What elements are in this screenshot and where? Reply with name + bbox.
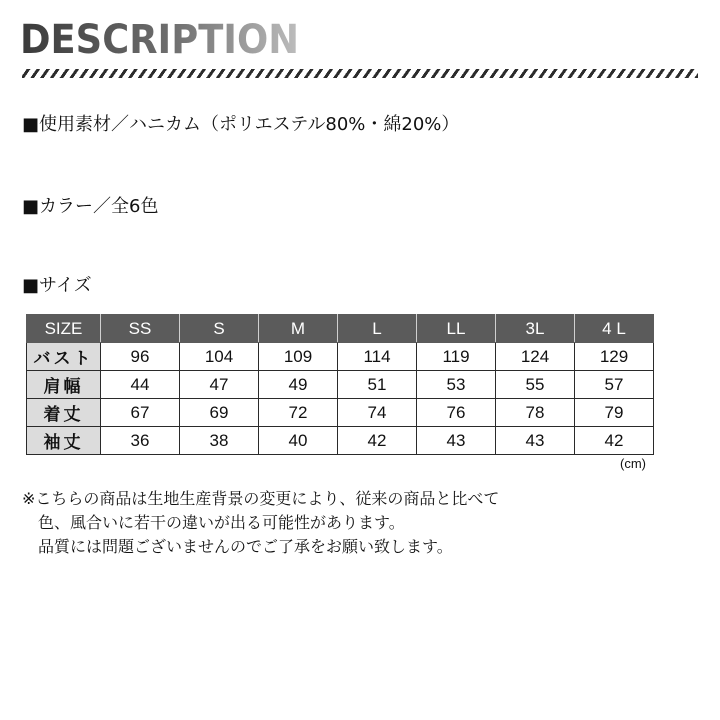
- table-cell: 42: [338, 427, 417, 455]
- table-cell: 76: [417, 399, 496, 427]
- table-cell: 36: [101, 427, 180, 455]
- table-cell: 129: [575, 343, 654, 371]
- table-cell: 72: [259, 399, 338, 427]
- table-cell: 96: [101, 343, 180, 371]
- note-line: 色、風合いに若干の違いが出る可能性があります。: [22, 513, 405, 532]
- table-row: [27, 427, 654, 455]
- spec-text: ■使用素材／ハニカム（ポリエステル80%・綿20%）: [22, 114, 460, 135]
- unit-label: (cm): [620, 456, 646, 471]
- striped-divider: [22, 69, 698, 78]
- note-line: 品質には問題ございませんのでご了承をお願い致します。: [22, 537, 453, 556]
- table-row: [27, 371, 654, 399]
- row-label: 肩幅: [27, 371, 101, 399]
- table-cell: 79: [575, 399, 654, 427]
- table-row: [27, 399, 654, 427]
- page-title: DESCRIPTION: [20, 17, 300, 63]
- table-cell: 67: [101, 399, 180, 427]
- table-cell: 78: [496, 399, 575, 427]
- size-header-cell: SIZE: [27, 315, 101, 343]
- row-label: バスト: [27, 343, 101, 371]
- size-header-cell: 3L: [496, 315, 575, 343]
- spec-text: ■サイズ: [22, 275, 92, 296]
- note-line: ※こちらの商品は生地生産背景の変更により、従来の商品と比べて: [22, 489, 500, 508]
- table-cell: 51: [338, 371, 417, 399]
- size-header-cell: S: [180, 315, 259, 343]
- table-cell: 38: [180, 427, 259, 455]
- table-cell: 40: [259, 427, 338, 455]
- size-header-cell: 4 L: [575, 315, 654, 343]
- table-cell: 114: [338, 343, 417, 371]
- row-label: 袖丈: [27, 427, 101, 455]
- table-cell: 104: [180, 343, 259, 371]
- table-row: [27, 343, 654, 371]
- table-cell: 43: [496, 427, 575, 455]
- table-cell: 69: [180, 399, 259, 427]
- table-cell: 57: [575, 371, 654, 399]
- spec-text: ■カラー／全6色: [22, 196, 159, 217]
- table-cell: 124: [496, 343, 575, 371]
- size-heading: [22, 275, 92, 297]
- table-cell: 55: [496, 371, 575, 399]
- table-cell: 42: [575, 427, 654, 455]
- color-spec: [22, 196, 158, 218]
- table-cell: 109: [259, 343, 338, 371]
- size-header-cell: L: [338, 315, 417, 343]
- size-header-cell: LL: [417, 315, 496, 343]
- table-cell: 47: [180, 371, 259, 399]
- table-cell: 44: [101, 371, 180, 399]
- size-table: [26, 314, 654, 455]
- size-header-cell: SS: [101, 315, 180, 343]
- table-cell: 119: [417, 343, 496, 371]
- material-spec: [22, 114, 459, 136]
- table-cell: 53: [417, 371, 496, 399]
- table-cell: 74: [338, 399, 417, 427]
- size-header-cell: M: [259, 315, 338, 343]
- table-cell: 43: [417, 427, 496, 455]
- row-label: 着丈: [27, 399, 101, 427]
- size-header-row: [27, 315, 654, 343]
- table-cell: 49: [259, 371, 338, 399]
